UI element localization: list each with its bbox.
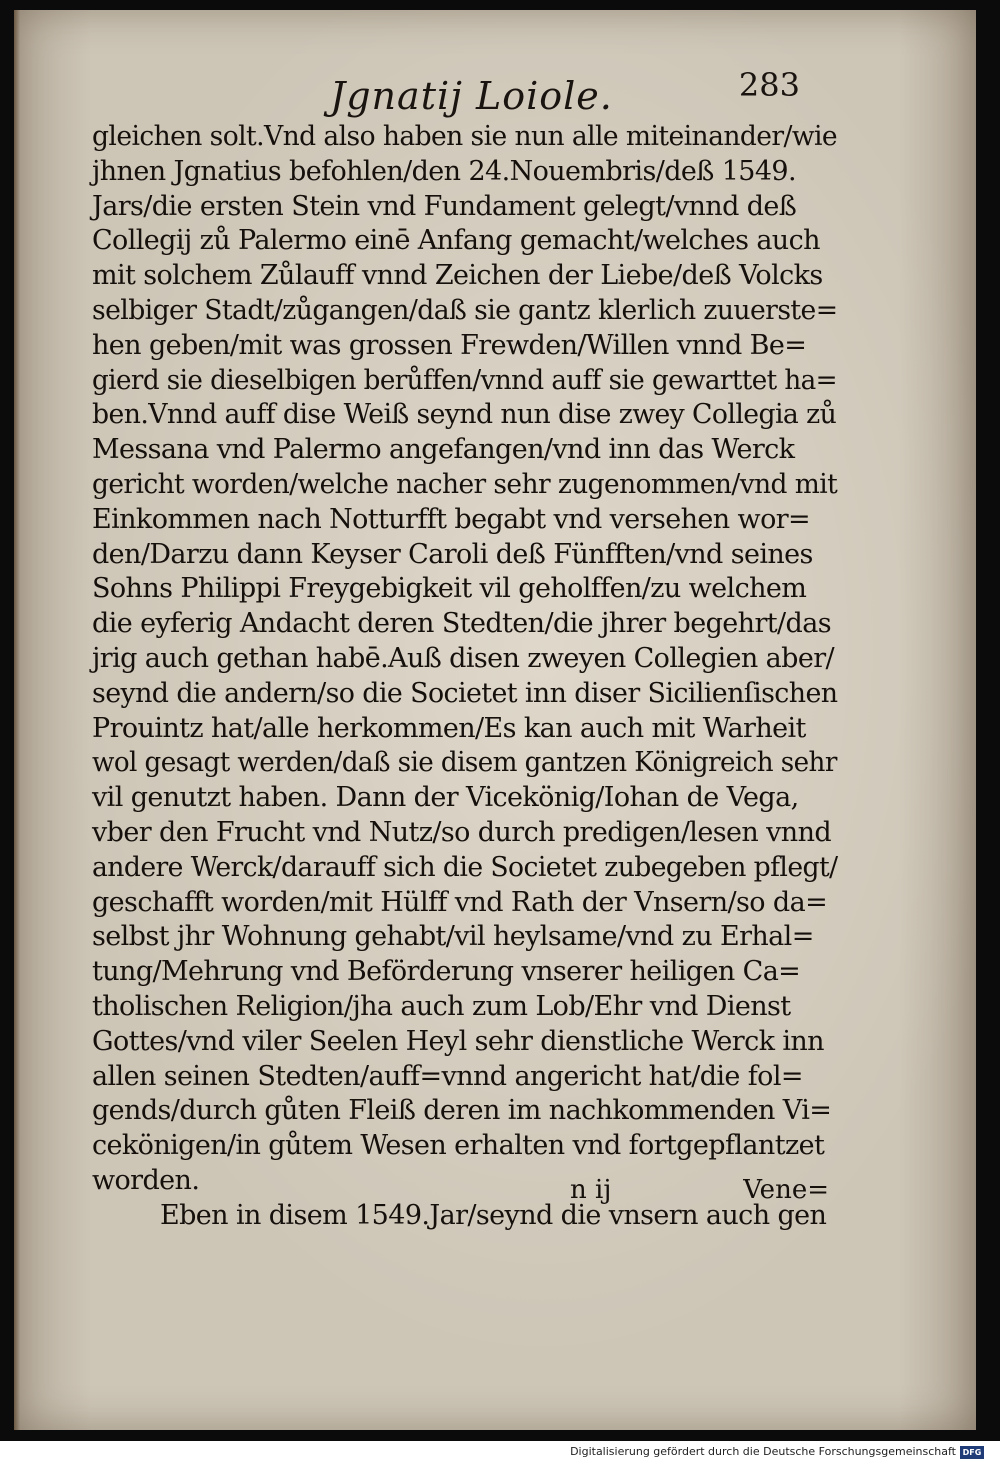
text-line: Collegij zů Palermo einē Anfang gemacht/welches auch <box>92 225 820 257</box>
text-line: worden. <box>92 1164 200 1196</box>
running-head-title: Jgnatij Loiole. <box>330 74 613 118</box>
page-number: 283 <box>738 66 800 104</box>
text-line: vil genutzt haben. Dann der Vicekönig/Iohan de Vega, <box>92 782 799 814</box>
text-line: wol gesagt werden/daß sie disem gantzen Königreich sehr <box>92 747 837 779</box>
footer-bar <box>0 1441 1000 1466</box>
text-line: gierd sie dieselbigen berůffen/vnnd auff sie gewarttet ha= <box>92 364 838 396</box>
text-line: hen geben/mit was grossen Frewden/Willen vnnd Be= <box>92 329 807 361</box>
text-line: jhnen Jgnatius befohlen/den 24.Nouembris/deß 1549. <box>92 155 796 187</box>
text-line: allen seinen Stedten/auff=vnnd angericht hat/die fol= <box>92 1060 803 1092</box>
catchword: Vene= <box>743 1175 829 1205</box>
text-line: Sohns Philippi Freygebigkeit vil geholffen/zu welchem <box>92 573 807 605</box>
text-line: andere Werck/darauff sich die Societet zubegeben pflegt/ <box>92 851 838 883</box>
funding-credit: Digitalisierung gefördert durch die Deutsche Forschungsgemeinschaft <box>570 1445 956 1458</box>
catch-line <box>92 1175 837 1215</box>
text-line: seynd die andern/so die Societet inn diser Sicilienſischen <box>92 677 838 709</box>
body-text <box>92 120 837 1234</box>
text-line: die eyferig Andacht deren Stedten/die jhrer begehrt/das <box>92 608 831 640</box>
running-head <box>320 66 800 124</box>
text-line: geschafft worden/mit Hülff vnd Rath der Vnsern/so da= <box>92 886 828 918</box>
text-line: gends/durch gůten Fleiß deren im nachkommenden Vi= <box>92 1095 832 1127</box>
text-line: tholischen Religion/jha auch zum Lob/Ehr vnd Dienst <box>92 990 791 1022</box>
text-line: Jars/die ersten Stein vnd Fundament gelegt/vnnd deß <box>92 190 797 222</box>
text-line: cekönigen/in gůtem Wesen erhalten vnd fortgepflantzet <box>92 1130 825 1162</box>
signature-mark: n ij <box>570 1175 612 1205</box>
text-line: mit solchem Zůlauff vnnd Zeichen der Liebe/deß Volcks <box>92 260 823 292</box>
text-line: Messana vnd Palermo angefangen/vnd inn das Werck <box>92 434 795 466</box>
text-line: Prouintz hat/alle herkommen/Es kan auch mit Warheit <box>92 712 806 744</box>
text-line: ben.Vnnd auff dise Weiß seynd nun dise zwey Collegia zů <box>92 399 837 431</box>
text-line: den/Darzu dann Keyser Caroli deß Fünfften/vnd seines <box>92 538 813 570</box>
paragraph-start-line: Eben in disem 1549.Jar/seynd die vnsern auch gen <box>160 1199 827 1231</box>
text-line: Gottes/vnd viler Seelen Heyl sehr dienstliche Werck inn <box>92 1025 824 1057</box>
text-line: gleichen solt.Vnd also haben sie nun alle miteinander/wie <box>92 121 838 152</box>
text-line: selbst jhr Wohnung gehabt/vil heylsame/vnd zu Erhal= <box>92 921 814 953</box>
text-line: vber den Frucht vnd Nutz/so durch predigen/lesen vnnd <box>92 816 832 848</box>
page-gutter-shadow <box>14 10 20 1430</box>
text-line: tung/Mehrung vnd Beförderung vnserer heiligen Ca= <box>92 956 801 988</box>
text-line: gericht worden/welche nacher sehr zugenommen/vnd mit <box>92 468 838 500</box>
dfg-logo: DFG <box>960 1446 984 1459</box>
text-line: selbiger Stadt/zůgangen/daß sie gantz klerlich zuuerste= <box>92 294 838 326</box>
text-line: jrig auch gethan habē.Auß disen zweyen Collegien aber/ <box>92 642 835 674</box>
text-line: Einkommen nach Notturfft begabt vnd versehen wor= <box>92 503 811 535</box>
